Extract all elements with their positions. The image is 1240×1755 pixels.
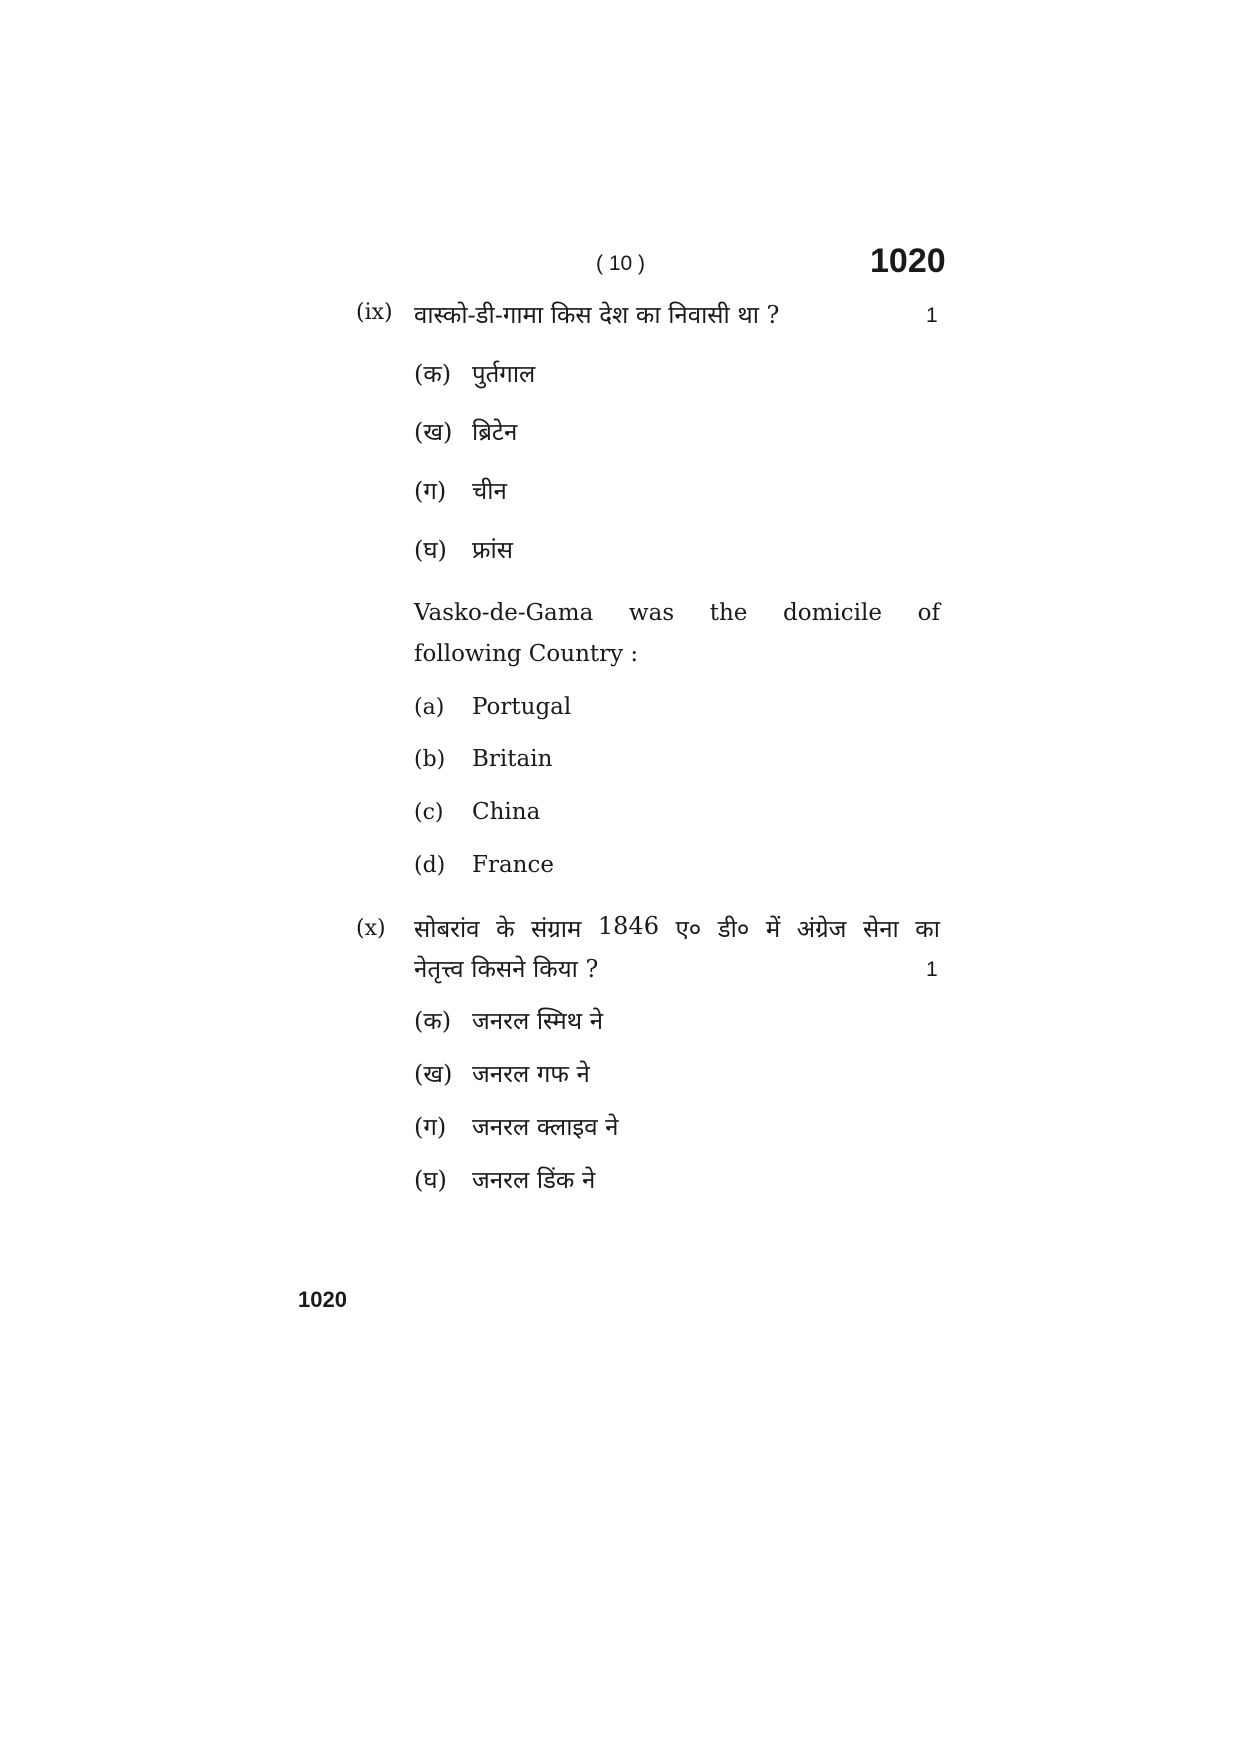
word: के <box>496 915 515 943</box>
option-label: (b) <box>414 747 446 772</box>
option-text: जनरल स्मिथ ने <box>472 1007 604 1035</box>
question-number: (x) <box>356 916 386 941</box>
option-text: Portugal <box>472 694 572 720</box>
option-text: जनरल गफ ने <box>472 1060 590 1088</box>
paper-code-footer: 1020 <box>298 1287 347 1312</box>
option-label: (a) <box>414 695 445 720</box>
option-label: (ख) <box>414 418 453 446</box>
word: Vasko-de-Gama <box>414 600 594 626</box>
option-text: ब्रिटेन <box>472 418 518 446</box>
option-text: चीन <box>472 477 507 505</box>
word: सोबरांव <box>414 915 480 943</box>
question-text-english-line1 <box>414 600 940 626</box>
option-label: (क) <box>414 360 452 388</box>
question-text-english-line2: following Country : <box>414 641 639 667</box>
option-label: (ख) <box>414 1060 453 1088</box>
option-label: (c) <box>414 800 444 825</box>
word: 1846 <box>597 912 659 940</box>
word: the <box>709 600 748 626</box>
question-marks: 1 <box>926 304 938 327</box>
question-text-hindi-line2: नेतृत्त्व किसने किया ? <box>414 955 599 983</box>
question-text-hindi-line1 <box>414 912 940 945</box>
word: ए० <box>675 915 702 943</box>
option-text: पुर्तगाल <box>472 360 536 388</box>
option-text: जनरल क्लाइव ने <box>472 1113 619 1141</box>
option-label: (ग) <box>414 1113 447 1141</box>
option-label: (क) <box>414 1007 452 1035</box>
option-label: (ग) <box>414 477 447 505</box>
option-label: (घ) <box>414 536 447 564</box>
option-label: (घ) <box>414 1166 447 1194</box>
word: अंग्रेज <box>796 915 847 943</box>
question-text-hindi: वास्को-डी-गामा किस देश का निवासी था ? <box>414 301 780 329</box>
option-text: China <box>472 799 541 825</box>
word: में <box>765 915 781 943</box>
option-text: फ्रांस <box>472 536 513 564</box>
word: was <box>628 600 675 626</box>
question-marks: 1 <box>926 958 938 981</box>
page-number: ( 10 ) <box>596 252 646 275</box>
word: डी० <box>717 915 750 943</box>
word: का <box>915 915 940 943</box>
option-text: Britain <box>472 746 553 772</box>
option-text: France <box>472 852 554 878</box>
word: of <box>917 600 940 626</box>
word: संग्राम <box>531 915 582 943</box>
option-label: (d) <box>414 853 446 878</box>
option-text: जनरल डिंक ने <box>472 1166 596 1194</box>
question-number: (ix) <box>356 300 393 325</box>
word: सेना <box>862 915 899 943</box>
word: domicile <box>783 600 882 626</box>
paper-code-header: 1020 <box>870 242 946 280</box>
